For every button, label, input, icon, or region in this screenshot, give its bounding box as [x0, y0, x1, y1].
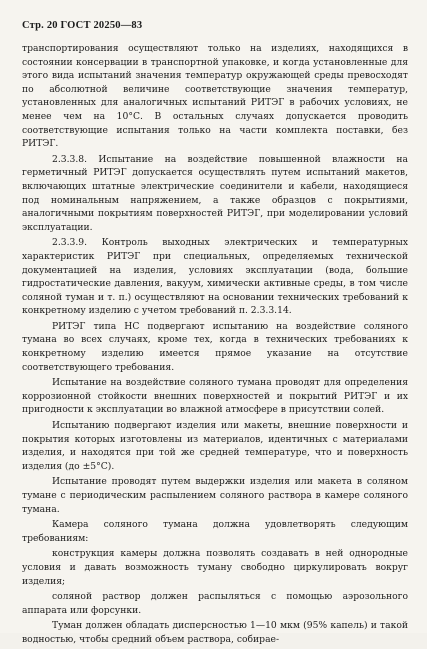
paragraph-salt-fog-type-ns: РИТЭГ типа НС подвергают испытанию на воздействие соляного тумана во всех случаях, кроме тех, когда в технических требованиях к конкретному изделию имеется прямое указание на отсутствие соответствующего требования.: [22, 320, 408, 373]
paragraph-test-samples: Испытанию подвергают изделия или макеты, внешние поверхности и покрытия которых изготовлены из материалов, идентичных с материалами изделия, и находятся при той же средней температуре, что и поверхность изделия (до ±5°С).: [22, 420, 408, 472]
page-header: Стр. 20 ГОСТ 20250—83: [22, 20, 143, 31]
paragraph-2-3-3-9: 2.3.3.9. Контроль выходных электрических и температурных характеристик РИТЭГ при специальных, определяемых технической документацией на изделия, условиях эксплуатации (вода, большие гидростатические давления, вакуум, химически активные среды, в том числе соляной туман и т. п.) осуществляют на основании технических требований к конкретному изделию с учетом требований п. 2.3.3.14.: [22, 237, 408, 317]
paragraph-chamber-requirements: Камера соляного тумана должна удовлетворять следующим требованиям:: [22, 519, 408, 544]
paragraph-fog-dispersion: Туман должен обладать дисперсностью 1—10 мкм (95% капель) и такой водностью, чтобы средний объем раствора, собирае-: [22, 620, 408, 645]
paragraph-chamber-design: конструкция камеры должна позволять создавать в ней однородные условия и давать возможность туману свободно циркулировать вокруг изделия;: [22, 548, 408, 587]
paragraph-test-procedure: Испытание проводят путем выдержки изделия или макета в соляном тумане с периодическим распылением соляного раствора в камере соляного тумана.: [22, 476, 408, 515]
paragraph-solution-spray: соляной раствор должен распыляться с помощью аэрозольного аппарата или форсунки.: [22, 591, 408, 616]
page-body: [22, 42, 408, 649]
paragraph-salt-fog-purpose: Испытание на воздействие соляного тумана проводят для определения коррозионной стойкости внешних поверхностей и покрытий РИТЭГ и их пригодности к эксплуатации во влажной атмосфере в присутствии солей.: [22, 377, 408, 416]
paragraph-continuation: транспортирования осуществляют только на изделиях, находящихся в состоянии консервации в транспортной упаковке, и когда установленные для этого вида испытаний значения температур окружающей среды превосходят по абсолютной величине соответствующие значения температур, установленных для аналогичных испытаний РИТЭГ в рабочих условиях, не менее чем на 10°С. В остальных случаях допускается проводить соответствующие испытания только на части комплекта поставки, без РИТЭГ.: [22, 43, 408, 150]
paragraph-2-3-3-8: 2.3.3.8. Испытание на воздействие повышенной влажности на герметичный РИТЭГ допускается осуществлять путем испытаний макетов, включающих штатные электрические соединители и кабели, находящиеся под номинальным напряжением, а также образцов с покрытиями, аналогичными покрытиям поверхностей РИТЭГ, при моделировании условий эксплуатации.: [22, 153, 408, 233]
